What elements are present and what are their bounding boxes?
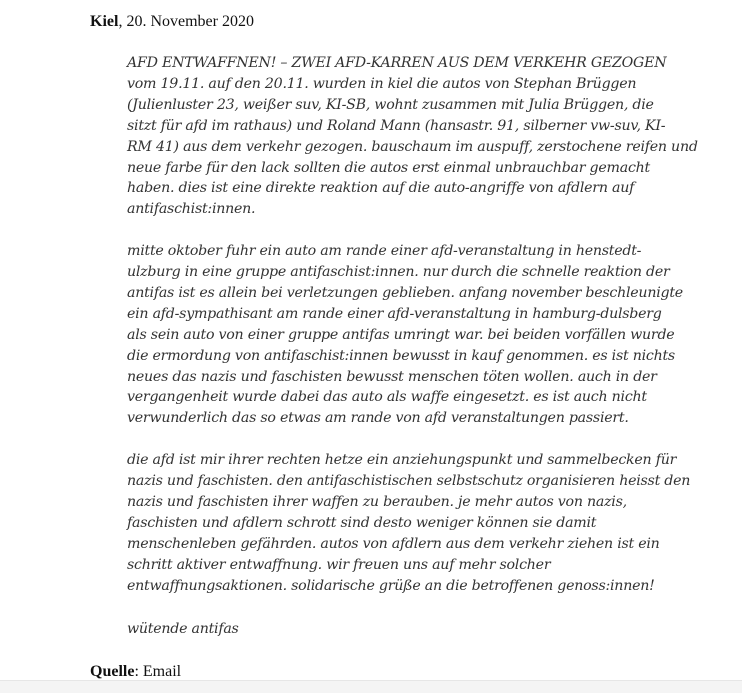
article-paragraph [127, 53, 727, 220]
text-line: schritt aktiver entwaffnung. wir freuen uns auf mehr solcher [127, 556, 551, 573]
text-line: als sein auto von einer gruppe antifas umringt war. bei beiden vorfällen wurde [127, 326, 675, 343]
article-signature: wütende antifas [127, 621, 239, 637]
source-value: Email [142, 663, 182, 680]
bottom-scroll-strip [0, 680, 742, 693]
text-line: sitzt für afd im rathaus) und Roland Mann (hansastr. 91, silberner vw-suv, KI- [127, 117, 666, 134]
text-line: RM 41) aus dem verkehr gezogen. bauschaum im auspuff, zerstochene reifen und [127, 138, 698, 155]
source-separator: : [134, 663, 143, 680]
text-line: nazis und faschisten ihrer waffen zu berauben. je mehr autos von nazis, [127, 494, 627, 510]
text-line: mitte oktober fuhr ein auto am rande einer afd-veranstaltung in henstedt- [127, 243, 642, 260]
dateline-date: , 20. November 2020 [118, 13, 254, 30]
dateline [90, 12, 254, 32]
text-line: antifaschist:innen. [127, 201, 256, 218]
article-body [127, 53, 727, 617]
text-line: (Julienluster 23, weißer suv, KI-SB, wohnt zusammen mit Julia Brüggen, die [127, 96, 654, 113]
text-line: verwunderlich das so etwas am rande von afd veranstaltungen passiert. [127, 410, 629, 427]
text-line: haben. dies ist eine direkte reaktion auf die auto-angriffe von afdlern auf [127, 180, 635, 197]
source-label: Quelle [90, 663, 135, 680]
source-line [90, 662, 181, 682]
text-line: entwaffnungsaktionen. solidarische grüße an die betroffenen genoss:innen! [127, 577, 655, 594]
dateline-city: Kiel [90, 13, 119, 30]
text-line: ein afd-sympathisant am rande einer afd-veranstaltung in hamburg-dulsberg [127, 305, 662, 322]
text-line: menschenleben gefährden. autos von afdlern aus dem verkehr ziehen ist ein [127, 535, 660, 552]
text-line: ulzburg in eine gruppe antifaschist:innen. nur durch die schnelle reaktion der [127, 264, 670, 281]
text-line: nazis und faschisten. den antifaschistischen selbstschutz organisieren heisst den [127, 473, 691, 490]
text-line: antifas ist es allein bei verletzungen geblieben. anfang november beschleunigte [127, 284, 683, 301]
text-line: vergangenheit wurde dabei das auto als waffe eingesetzt. es ist auch nicht [127, 389, 647, 406]
text-line: vom 19.11. auf den 20.11. wurden in kiel die autos von Stephan Brüggen [127, 75, 637, 92]
article-paragraph [127, 241, 727, 429]
text-line: neues das nazis und faschisten bewusst menschen töten wollen. auch in der [127, 368, 657, 385]
text-line: neue farbe für den lack sollten die autos erst einmal unbrauchbar gemacht [127, 159, 650, 176]
text-line: die afd ist mir ihrer rechten hetze ein anziehungspunkt und sammelbecken für [127, 452, 677, 469]
article-headline: AFD ENTWAFFNEN! – ZWEI AFD-KARREN AUS DEM VERKEHR GEZOGEN [127, 55, 667, 71]
text-line: die ermordung von antifaschist:innen bewusst in kauf genommen. es ist nichts [127, 347, 675, 364]
article-paragraph [127, 450, 727, 596]
text-line: faschisten und afdlern schrott sind desto weniger können sie damit [127, 514, 597, 531]
